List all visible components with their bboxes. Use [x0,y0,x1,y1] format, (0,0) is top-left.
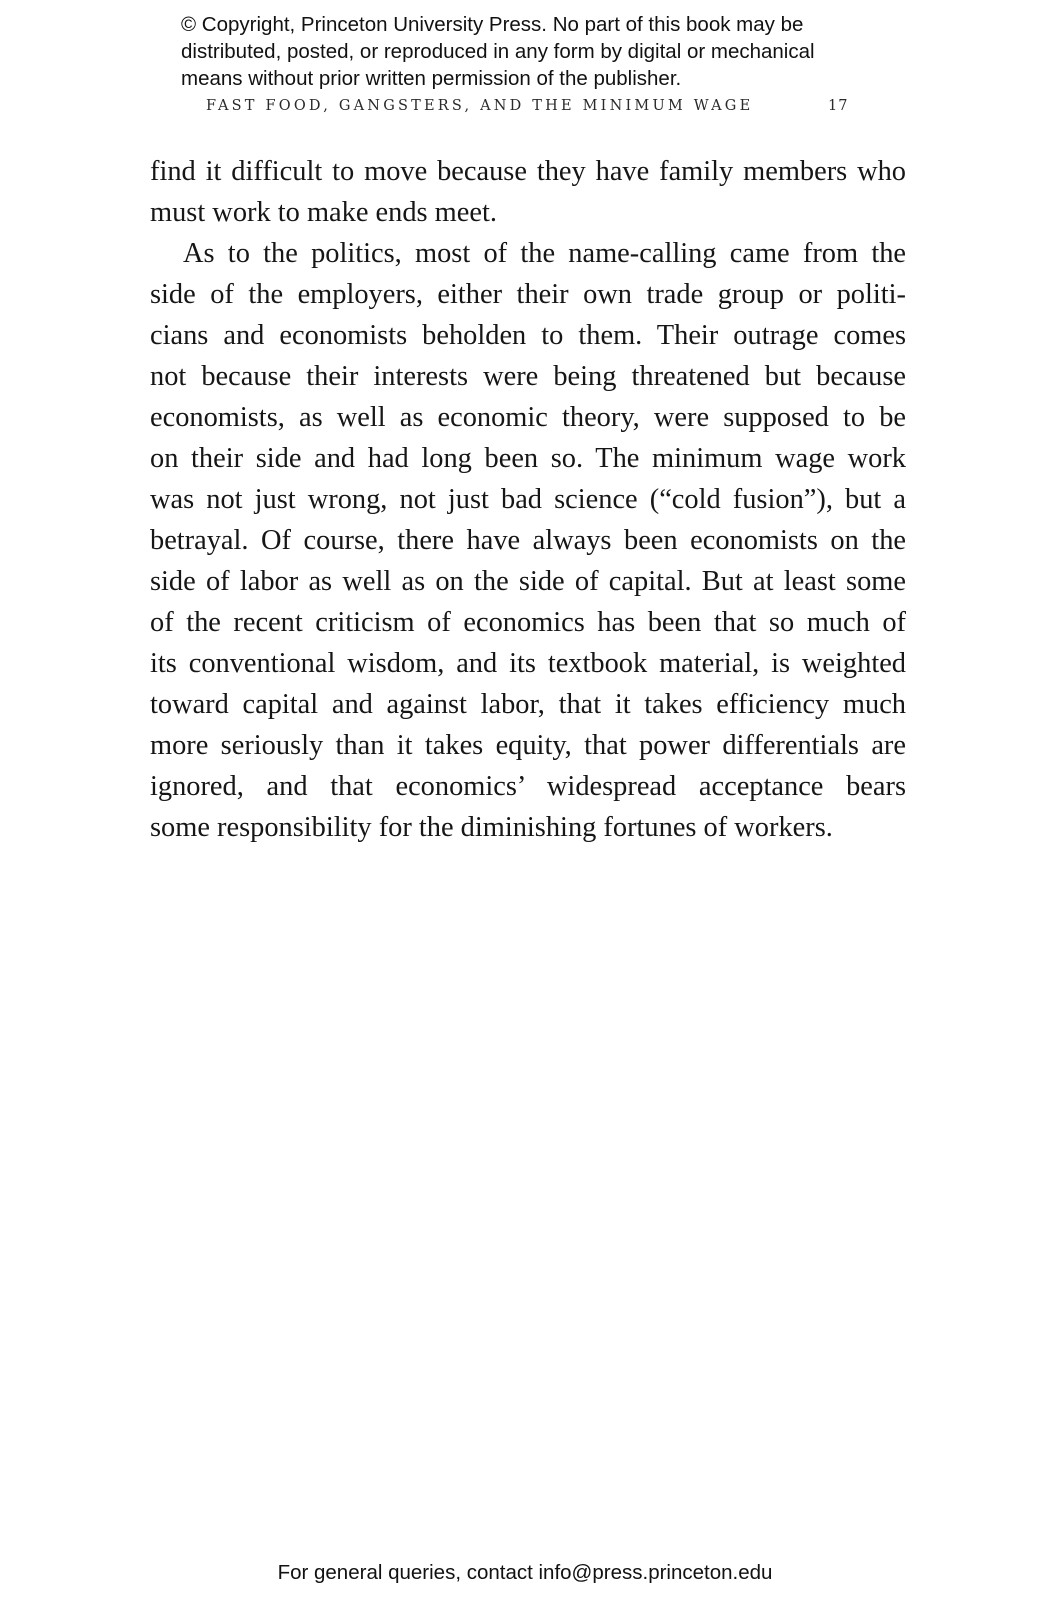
text-line: must work to make ends meet. [150,197,497,228]
footer-contact: For general queries, contact info@press.princeton.edu [277,1561,773,1584]
text-line: not because their interests were being threatened but because [150,361,906,392]
paragraph [150,233,906,848]
text-line: some responsibility for the diminishing fortunes of workers. [150,812,833,843]
text-line: side of labor as well as on the side of capital. But at least some [150,566,906,597]
text-line: find it difficult to move because they have family members who [150,156,906,187]
body-text [150,151,906,848]
page-number: 17 [828,98,849,114]
text-line: cians and economists beholden to them. Their outrage comes [150,320,906,351]
text-line: more seriously than it takes equity, that power differentials are [150,730,906,761]
text-line: As to the politics, most of the name-calling came from the [183,238,906,269]
text-line: economists, as well as economic theory, were supposed to be [150,402,906,433]
text-line: its conventional wisdom, and its textbook material, is weighted [150,648,906,679]
copyright-line: means without prior written permission of the publisher. [181,67,682,90]
running-head [206,98,856,114]
text-line: side of the employers, either their own trade group or politi- [150,279,906,310]
running-head-title: FAST FOOD, GANGSTERS, AND THE MINIMUM WAGE [206,98,754,114]
text-line: of the recent criticism of economics has been that so much of [150,607,906,638]
text-line: was not just wrong, not just bad science (“cold fusion”), but a [150,484,906,515]
copyright-notice [181,11,901,92]
paragraph [150,151,906,233]
copyright-line: © Copyright, Princeton University Press. No part of this book may be [181,13,804,36]
text-line: betrayal. Of course, there have always been economists on the [150,525,906,556]
text-line: on their side and had long been so. The minimum wage work [150,443,906,474]
copyright-line: distributed, posted, or reproduced in any form by digital or mechanical [181,40,815,63]
text-line: ignored, and that economics’ widespread acceptance bears [150,771,906,802]
text-line: toward capital and against labor, that it takes efficiency much [150,689,906,720]
